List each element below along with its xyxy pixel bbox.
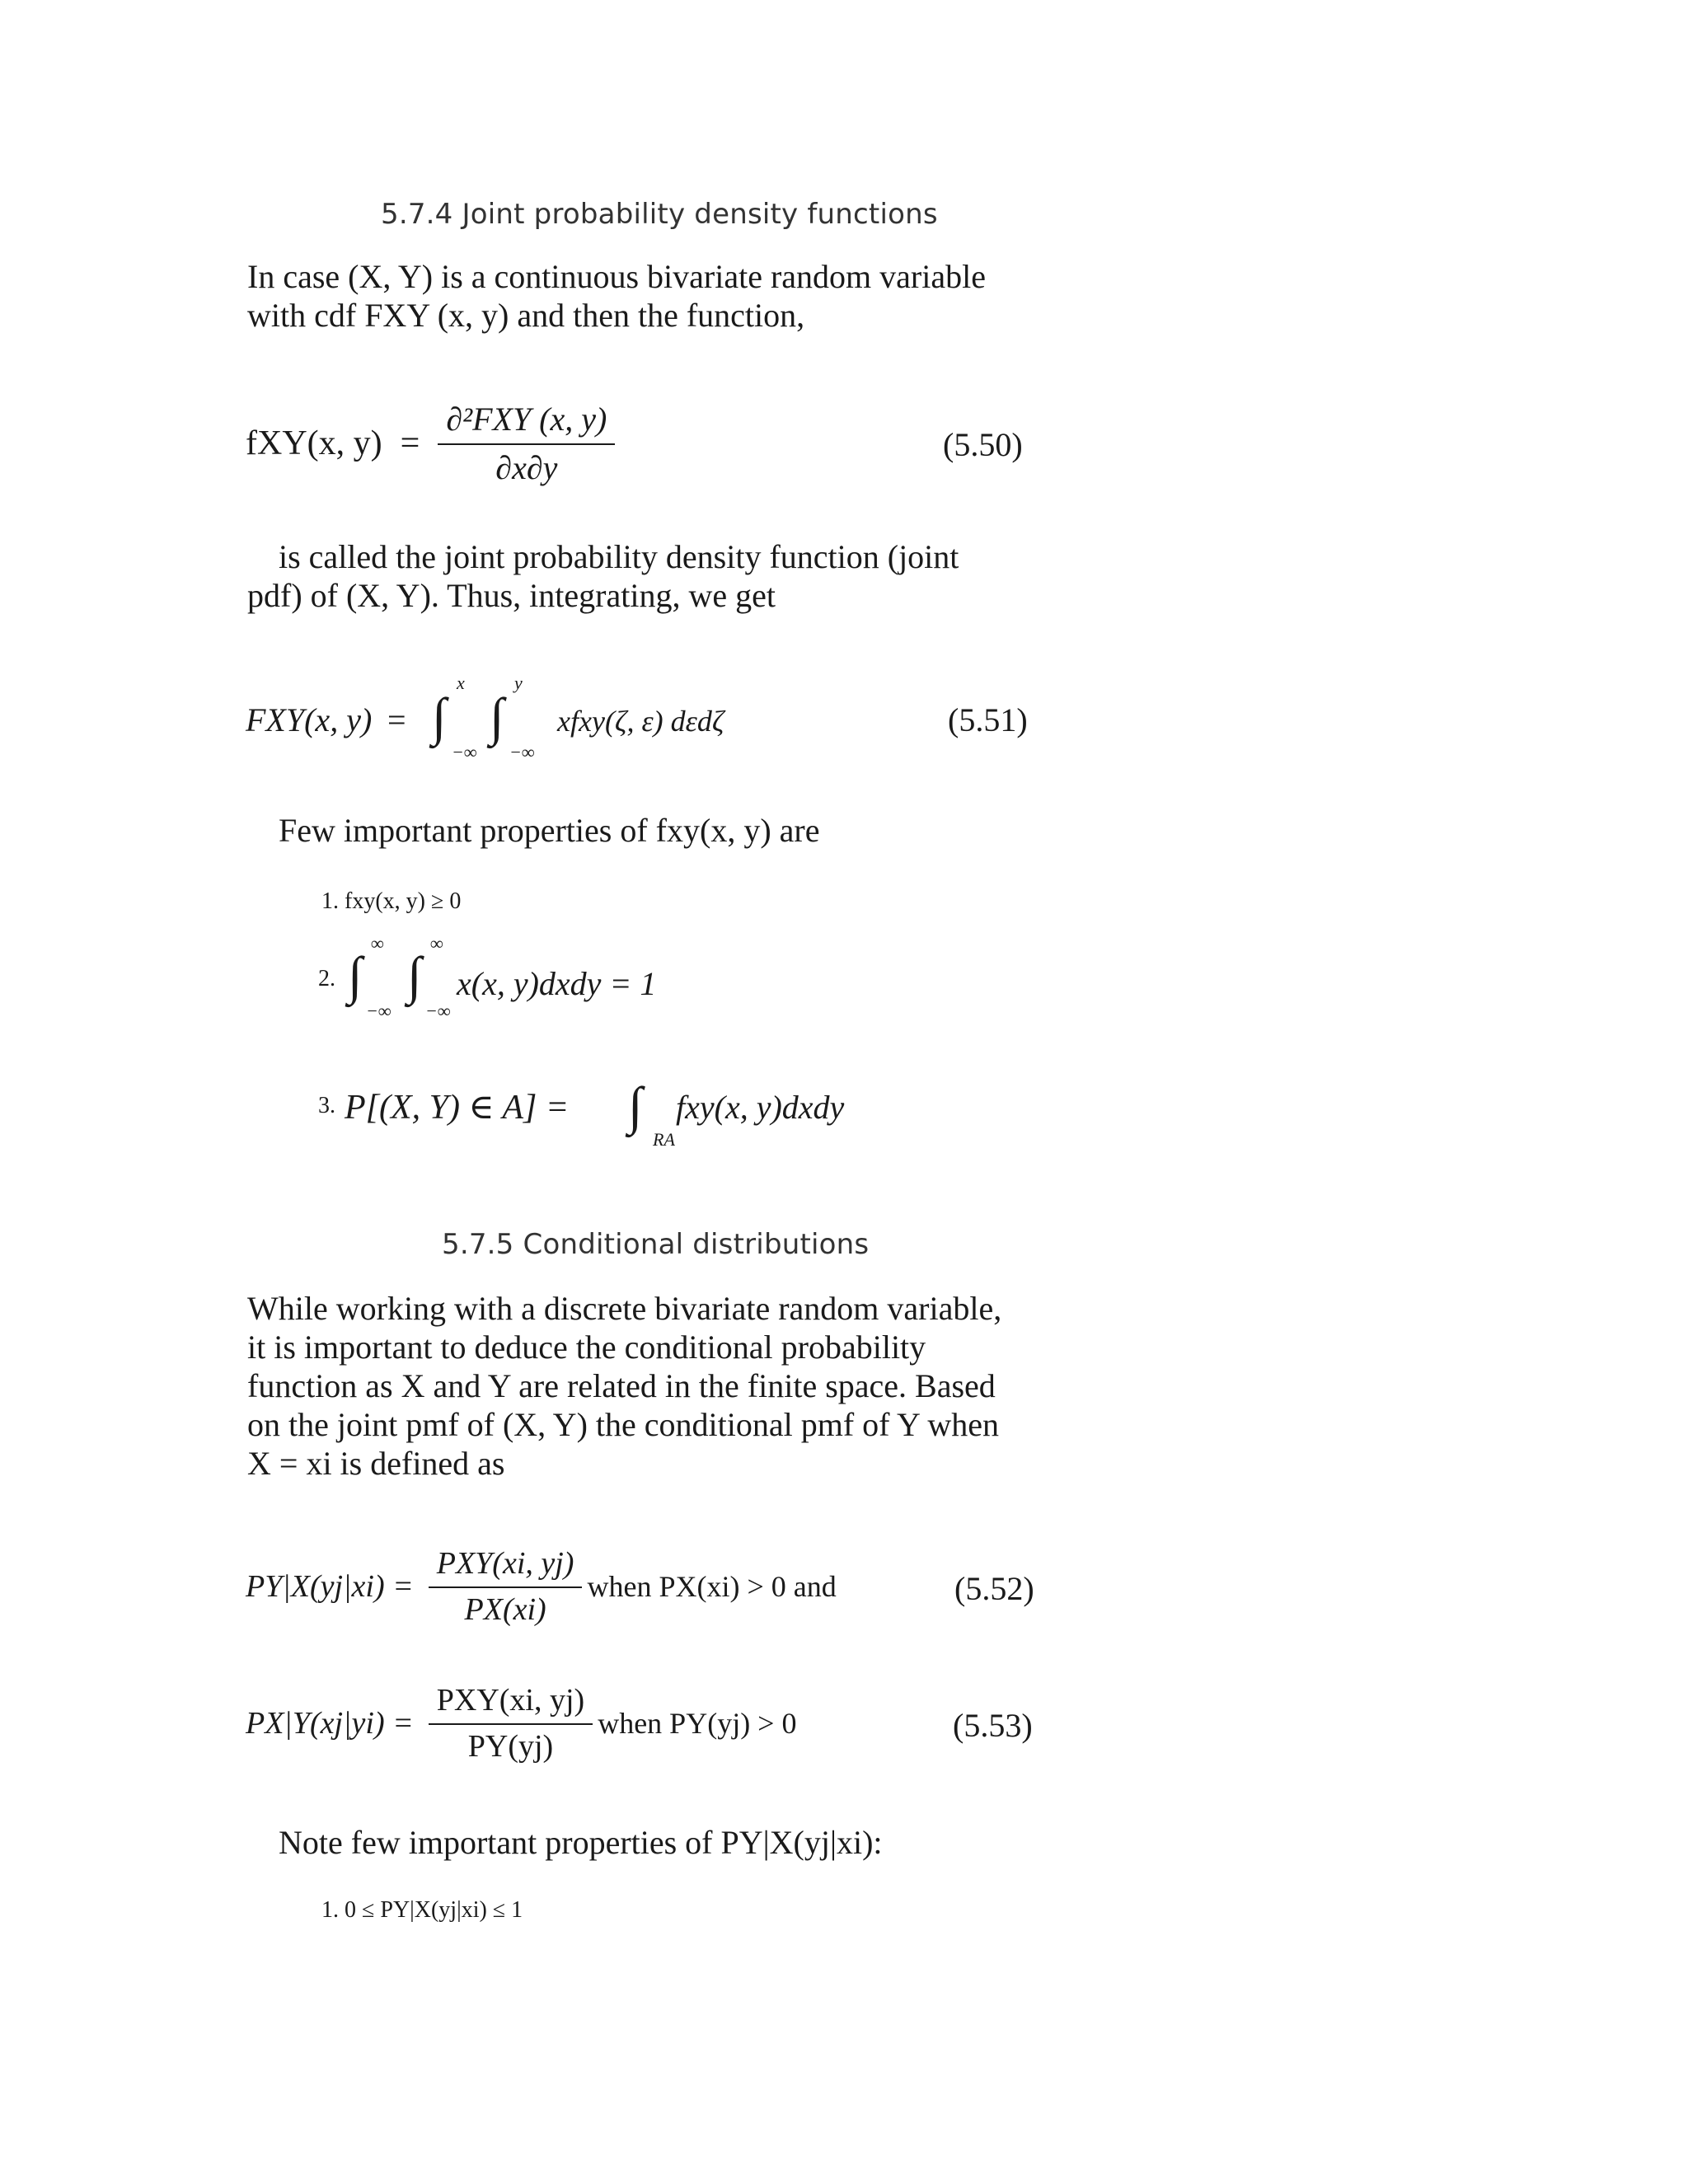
eq-553-denominator: PY(yj) — [467, 1729, 554, 1764]
section-heading-5-7-4: 5.7.4 Joint probability density functions — [381, 198, 938, 231]
equation-5-53 — [246, 1670, 796, 1777]
conditional-line-4: on the joint pmf of (X, Y) the conditional pmf of Y when — [247, 1406, 1000, 1443]
conditional-line-2: it is important to deduce the conditional probability — [247, 1329, 926, 1366]
eq-550-numerator: ∂²FXY (x, y) — [438, 400, 615, 445]
property-3 — [318, 1070, 912, 1160]
eq-551-integral-1: ∫ — [432, 687, 447, 746]
eq-552-number: (5.52) — [954, 1570, 1034, 1607]
property-3-region: RA — [653, 1129, 675, 1150]
equation-5-51 — [246, 673, 773, 766]
eq-550-fraction — [438, 400, 615, 487]
conditional-line-1: While working with a discrete bivariate random variable, — [247, 1290, 1002, 1327]
after-550-line-1: is called the joint probability density function (joint — [279, 538, 959, 575]
eq-553-condition: when PY(yj) > 0 — [598, 1707, 797, 1740]
section-heading-5-7-5: 5.7.5 Conditional distributions — [442, 1228, 870, 1261]
conditional-line-5: X = xi is defined as — [247, 1445, 505, 1482]
property-2-lower-1: −∞ — [366, 1001, 392, 1021]
property-3-lhs: P[(X, Y) ∈ A] = — [345, 1089, 570, 1127]
property-2-lower-2: −∞ — [425, 1001, 451, 1021]
property-3-label: 3. — [318, 1093, 335, 1118]
intro-line-1: In case (X, Y) is a continuous bivariate random variable — [247, 258, 986, 295]
eq-550-number: (5.50) — [943, 426, 1023, 463]
eq-552-lhs: PY|X(yj|xi) = — [246, 1569, 414, 1604]
intro-paragraph — [247, 257, 1071, 335]
conditional-property-1: 1. 0 ≤ PY|X(yj|xi) ≤ 1 — [321, 1897, 523, 1923]
property-2-integrand: x(x, y)dxdy = 1 — [457, 965, 657, 1002]
eq-550-denominator: ∂x∂y — [495, 449, 558, 486]
eq-552-denominator: PX(xi) — [464, 1592, 546, 1627]
conditional-paragraph — [247, 1289, 1113, 1483]
eq-551-lower-2: −∞ — [509, 742, 535, 762]
property-3-integral: ∫ — [628, 1076, 643, 1135]
eq-551-upper-2: y — [514, 673, 523, 693]
eq-551-lhs: FXY(x, y) — [246, 701, 373, 738]
eq-552-fraction — [429, 1545, 583, 1628]
equation-5-50 — [246, 394, 615, 493]
property-2-integral-2: ∫ — [407, 946, 422, 1005]
note-paragraph: Note few important properties of PY|X(yj|xi): — [279, 1824, 883, 1861]
eq-551-lower-1: −∞ — [452, 742, 477, 762]
eq-553-fraction — [429, 1682, 593, 1765]
eq-552-condition: when PX(xi) > 0 and — [587, 1570, 837, 1603]
property-2-label: 2. — [318, 966, 335, 991]
eq-551-number: (5.51) — [948, 701, 1028, 738]
eq-551-upper-1: x — [457, 673, 465, 693]
property-2-upper-2: ∞ — [430, 933, 443, 954]
property-3-integrand: fxy(x, y)dxdy — [676, 1089, 845, 1126]
intro-line-2: with cdf FXY (x, y) and then the function, — [247, 297, 805, 334]
equation-5-52 — [246, 1533, 837, 1640]
eq-553-lhs: PX|Y(xj|yi) = — [246, 1706, 414, 1741]
eq-553-number: (5.53) — [953, 1707, 1033, 1744]
conditional-line-3: function as X and Y are related in the finite space. Based — [247, 1367, 996, 1404]
eq-550-equals: = — [400, 424, 420, 462]
after-550-paragraph — [247, 537, 1071, 615]
property-1: 1. fxy(x, y) ≥ 0 — [321, 888, 462, 914]
eq-551-integrand: xfxy(ζ, ε) dεdζ — [557, 705, 724, 738]
eq-553-numerator: PXY(xi, yj) — [429, 1682, 593, 1725]
eq-551-equals: = — [387, 701, 406, 738]
properties-intro: Few important properties of fxy(x, y) are — [279, 812, 820, 849]
eq-550-lhs: fXY(x, y) — [246, 424, 382, 462]
eq-552-numerator: PXY(xi, yj) — [429, 1545, 583, 1588]
property-2-integral-1: ∫ — [348, 946, 363, 1005]
property-2-upper-1: ∞ — [371, 933, 384, 954]
eq-551-integral-2: ∫ — [490, 687, 504, 746]
property-2 — [318, 935, 747, 1025]
after-550-line-2: pdf) of (X, Y). Thus, integrating, we get — [247, 577, 776, 614]
